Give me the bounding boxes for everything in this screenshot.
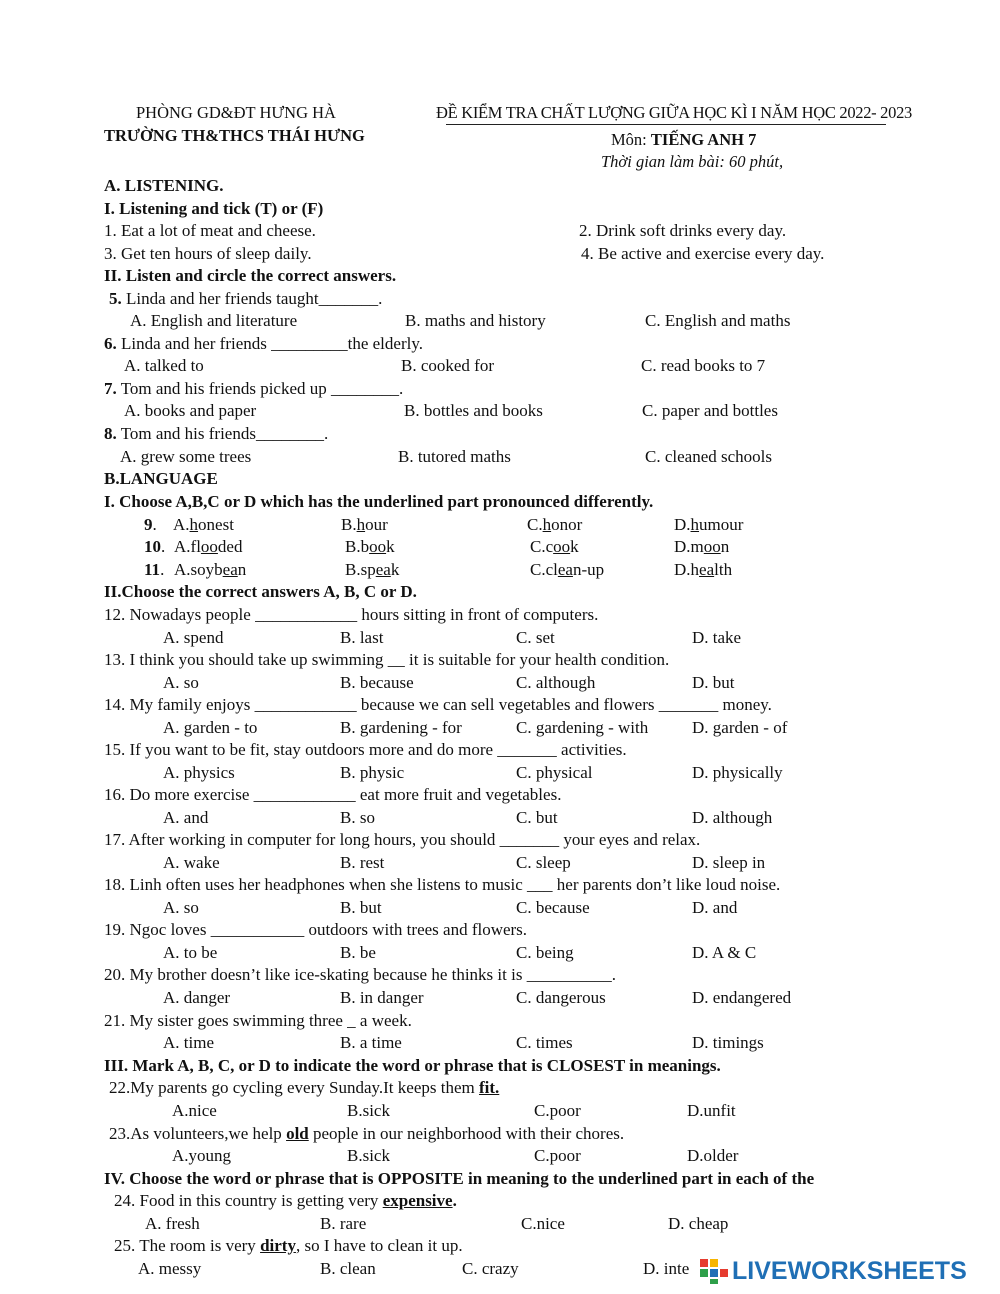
- q22-option-b[interactable]: B.sick: [347, 1101, 390, 1120]
- question-number: 8.: [104, 424, 117, 443]
- q17-option-c[interactable]: C. sleep: [516, 853, 571, 872]
- q19-option-a[interactable]: A. to be: [163, 943, 218, 962]
- subject-line: [611, 130, 756, 150]
- q8-option-b[interactable]: B. tutored maths: [398, 447, 511, 466]
- listening-part1-title: I. Listening and tick (T) or (F): [104, 199, 324, 218]
- q22-option-a[interactable]: A.nice: [172, 1101, 217, 1120]
- q23-option-c[interactable]: C.poor: [534, 1146, 581, 1165]
- question-18-stem: 18. Linh often uses her headphones when she listens to music ___ her parents don’t like loud noise.: [104, 875, 781, 894]
- q7-option-c[interactable]: C. paper and bottles: [642, 401, 778, 420]
- question-text: Linda and her friends _________the elderly.: [116, 334, 423, 353]
- title-underline: [446, 124, 886, 125]
- question-text: Tom and his friends________.: [116, 424, 329, 443]
- q23-option-d[interactable]: D.older: [687, 1146, 739, 1165]
- question-20-stem: 20. My brother doesn’t like ice-skating because he thinks it is __________.: [104, 965, 616, 984]
- q13-option-d[interactable]: D. but: [692, 673, 735, 692]
- question-10-number: 10.: [144, 537, 166, 556]
- q8-option-a[interactable]: A. grew some trees: [120, 447, 252, 466]
- q16-option-c[interactable]: C. but: [516, 808, 558, 827]
- question-24-stem: 24. Food in this country is getting very expensive.: [114, 1191, 457, 1210]
- question-7-stem: [104, 379, 403, 399]
- q9-option-b[interactable]: B.hour: [341, 515, 388, 534]
- q21-option-a[interactable]: A. time: [163, 1033, 214, 1052]
- question-11-number: 11.: [144, 560, 165, 579]
- question-25-stem: 25. The room is very dirty, so I have to clean it up.: [114, 1236, 463, 1255]
- q11-option-a[interactable]: A.soybean: [174, 560, 247, 579]
- q10-option-d[interactable]: D.moon: [674, 537, 730, 556]
- q14-option-b[interactable]: B. gardening - for: [340, 718, 462, 737]
- q24-option-a[interactable]: A. fresh: [145, 1214, 200, 1233]
- question-number: 5.: [109, 289, 122, 308]
- question-15-stem: 15. If you want to be fit, stay outdoors more and do more _______ activities.: [104, 740, 627, 759]
- section-language-title: B.LANGUAGE: [104, 469, 218, 488]
- q14-option-a[interactable]: A. garden - to: [163, 718, 258, 737]
- q20-option-a[interactable]: A. danger: [163, 988, 231, 1007]
- listening-item-3: 3. Get ten hours of sleep daily.: [104, 244, 312, 263]
- q16-option-b[interactable]: B. so: [340, 808, 375, 827]
- q18-option-c[interactable]: C. because: [516, 898, 590, 917]
- q18-option-b[interactable]: B. but: [340, 898, 382, 917]
- logo-tile-red-2: [720, 1269, 728, 1277]
- q21-option-c[interactable]: C. times: [516, 1033, 573, 1052]
- language-part4-title: IV. Choose the word or phrase that is OPPOSITE in meaning to the underlined part in each of the: [104, 1169, 815, 1188]
- q18-option-a[interactable]: A. so: [163, 898, 199, 917]
- underlined-key-word: fit.: [478, 1078, 500, 1097]
- q15-option-b[interactable]: B. physic: [340, 763, 405, 782]
- language-part3-title: III. Mark A, B, C, or D to indicate the word or phrase that is CLOSEST in meanings.: [104, 1056, 721, 1075]
- q10-option-c[interactable]: C.cook: [530, 537, 579, 556]
- q6-option-c[interactable]: C. read books to 7: [641, 356, 766, 375]
- q22-option-c[interactable]: C.poor: [534, 1101, 581, 1120]
- q14-option-c[interactable]: C. gardening - with: [516, 718, 649, 737]
- q18-option-d[interactable]: D. and: [692, 898, 738, 917]
- q6-option-b[interactable]: B. cooked for: [401, 356, 495, 375]
- q14-option-d[interactable]: D. garden - of: [692, 718, 788, 737]
- q25-option-c[interactable]: C. crazy: [462, 1259, 519, 1278]
- q16-option-a[interactable]: A. and: [163, 808, 209, 827]
- language-part1-title: I. Choose A,B,C or D which has the underlined part pronounced differently.: [104, 492, 654, 511]
- q9-option-d[interactable]: D.humour: [674, 515, 744, 534]
- q23-option-a[interactable]: A.young: [172, 1146, 232, 1165]
- question-number: 6.: [104, 334, 117, 353]
- listening-item-1: 1. Eat a lot of meat and cheese.: [104, 221, 316, 240]
- logo-tile-blue: [710, 1269, 718, 1277]
- q12-option-b[interactable]: B. last: [340, 628, 384, 647]
- q6-option-a[interactable]: A. talked to: [124, 356, 204, 375]
- q13-option-c[interactable]: C. although: [516, 673, 596, 692]
- q5-option-c[interactable]: C. English and maths: [645, 311, 791, 330]
- liveworksheets-watermark: [694, 1256, 994, 1286]
- q12-option-d[interactable]: D. take: [692, 628, 742, 647]
- q13-option-b[interactable]: B. because: [340, 673, 414, 692]
- q13-option-a[interactable]: A. so: [163, 673, 199, 692]
- logo-tile-green-2: [710, 1279, 718, 1284]
- question-number: 7.: [104, 379, 117, 398]
- listening-part2-title: II. Listen and circle the correct answers.: [104, 266, 397, 285]
- q9-option-c[interactable]: C.honor: [527, 515, 583, 534]
- exam-time: Thời gian làm bài: 60 phút,: [601, 152, 784, 171]
- q25-option-d[interactable]: D. inte: [643, 1259, 690, 1278]
- q22-option-d[interactable]: D.unfit: [687, 1101, 736, 1120]
- q23-option-b[interactable]: B.sick: [347, 1146, 390, 1165]
- q7-option-b[interactable]: B. bottles and books: [404, 401, 543, 420]
- q17-option-d[interactable]: D. sleep in: [692, 853, 766, 872]
- q20-option-b[interactable]: B. in danger: [340, 988, 424, 1007]
- q17-option-a[interactable]: A. wake: [163, 853, 220, 872]
- section-listening-title: A. LISTENING.: [104, 176, 224, 195]
- exam-title: ĐỀ KIỂM TRA CHẤT LƯỢNG GIỮA HỌC KÌ I NĂM HỌC 2022- 2023: [436, 103, 912, 122]
- question-12-stem: 12. Nowadays people ____________ hours sitting in front of computers.: [104, 605, 599, 624]
- q19-option-b[interactable]: B. be: [340, 943, 376, 962]
- question-23-stem: 23.As volunteers,we help old people in our neighborhood with their chores.: [109, 1124, 625, 1143]
- question-16-stem: 16. Do more exercise ____________ eat more fruit and vegetables.: [104, 785, 562, 804]
- question-17-stem: 17. After working in computer for long hours, you should _______ your eyes and relax.: [104, 830, 701, 849]
- q5-option-a[interactable]: A. English and literature: [130, 311, 298, 330]
- question-8-stem: [104, 424, 328, 444]
- question-text: Linda and her friends taught_______.: [121, 289, 383, 308]
- underlined-key-word: old: [286, 1124, 309, 1143]
- q20-option-d[interactable]: D. endangered: [692, 988, 792, 1007]
- question-22-stem: 22.My parents go cycling every Sunday.It keeps them fit.: [109, 1078, 500, 1097]
- question-21-stem: 21. My sister goes swimming three _ a week.: [104, 1011, 412, 1030]
- q15-option-a[interactable]: A. physics: [163, 763, 235, 782]
- question-6-stem: [104, 334, 423, 354]
- q25-option-b[interactable]: B. clean: [320, 1259, 376, 1278]
- question-14-stem: 14. My family enjoys ____________ because we can sell vegetables and flowers _______ money.: [104, 695, 772, 714]
- language-part2-title: II.Choose the correct answers A, B, C or D.: [104, 582, 417, 601]
- department-name: PHÒNG GD&ĐT HƯNG HÀ: [136, 103, 336, 122]
- q15-option-c[interactable]: C. physical: [516, 763, 593, 782]
- subject-name: TIẾNG ANH 7: [650, 130, 757, 149]
- q19-option-c[interactable]: C. being: [516, 943, 574, 962]
- logo-tile-red: [700, 1259, 708, 1267]
- q9-option-a[interactable]: A.honest: [173, 515, 234, 534]
- question-9-number: 9.: [144, 515, 157, 534]
- q11-option-c[interactable]: C.clean-up: [530, 560, 605, 579]
- q19-option-d[interactable]: D. A & C: [692, 943, 757, 962]
- q8-option-c[interactable]: C. cleaned schools: [645, 447, 772, 466]
- q12-option-c[interactable]: C. set: [516, 628, 555, 647]
- logo-tile-yellow: [710, 1259, 718, 1267]
- q11-option-b[interactable]: B.speak: [345, 560, 400, 579]
- logo-tile-green: [700, 1269, 708, 1277]
- q24-option-d[interactable]: D. cheap: [668, 1214, 729, 1233]
- q5-option-b[interactable]: B. maths and history: [405, 311, 546, 330]
- q17-option-b[interactable]: B. rest: [340, 853, 385, 872]
- listening-item-4: 4. Be active and exercise every day.: [581, 244, 825, 263]
- question-text: Tom and his friends picked up ________.: [116, 379, 404, 398]
- q11-option-d[interactable]: D.health: [674, 560, 733, 579]
- q16-option-d[interactable]: D. although: [692, 808, 773, 827]
- question-5-stem: [109, 289, 382, 309]
- question-13-stem: 13. I think you should take up swimming __ it is suitable for your health condition.: [104, 650, 670, 669]
- q24-option-c[interactable]: C.nice: [521, 1214, 565, 1233]
- subject-label: Môn:: [611, 130, 651, 149]
- q7-option-a[interactable]: A. books and paper: [124, 401, 257, 420]
- q21-option-d[interactable]: D. timings: [692, 1033, 764, 1052]
- question-19-stem: 19. Ngoc loves ___________ outdoors with trees and flowers.: [104, 920, 528, 939]
- listening-item-2: 2. Drink soft drinks every day.: [579, 221, 787, 240]
- q24-option-b[interactable]: B. rare: [320, 1214, 367, 1233]
- q10-option-b[interactable]: B.book: [345, 537, 395, 556]
- q20-option-c[interactable]: C. dangerous: [516, 988, 606, 1007]
- q15-option-d[interactable]: D. physically: [692, 763, 783, 782]
- school-name: TRƯỜNG TH&THCS THÁI HƯNG: [104, 126, 365, 145]
- watermark-text: LIVEWORKSHEETS: [732, 1257, 967, 1285]
- underlined-key-word: dirty: [260, 1236, 296, 1255]
- q10-option-a[interactable]: A.flooded: [174, 537, 243, 556]
- underlined-key-word: expensive: [382, 1191, 453, 1210]
- q12-option-a[interactable]: A. spend: [163, 628, 224, 647]
- q21-option-b[interactable]: B. a time: [340, 1033, 402, 1052]
- q25-option-a[interactable]: A. messy: [138, 1259, 202, 1278]
